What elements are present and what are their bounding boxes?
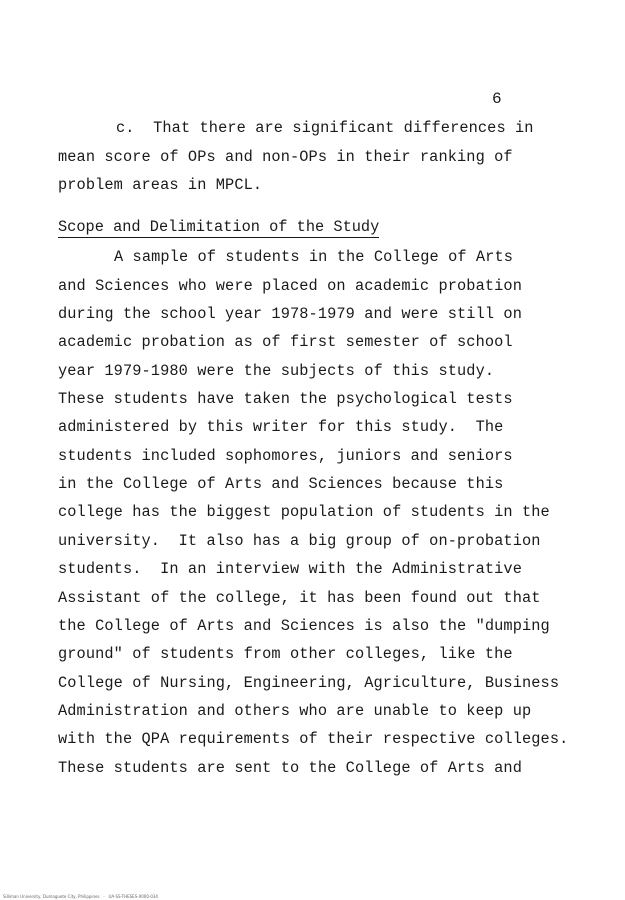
body-line-17: Administration and others who are unable to keep up bbox=[58, 702, 532, 720]
body-line-12: students. In an interview with the Administrative bbox=[58, 560, 522, 578]
body-line-3: during the school year 1978-1979 and were still on bbox=[58, 305, 522, 323]
body-line-1: A sample of students in the College of Arts bbox=[114, 248, 514, 266]
body-line-13: Assistant of the college, it has been found out that bbox=[58, 589, 541, 607]
body-line-6: These students have taken the psychological tests bbox=[58, 390, 513, 408]
body-line-19: These students are sent to the College of Arts and bbox=[58, 759, 522, 777]
body-line-11: university. It also has a big group of on-probation bbox=[58, 532, 541, 550]
page-number: 6 bbox=[492, 90, 502, 108]
section-heading: Scope and Delimitation of the Study bbox=[58, 218, 380, 236]
body-line-8: students included sophomores, juniors and seniors bbox=[58, 447, 513, 465]
item-c-line-1: c. That there are significant differences in bbox=[116, 119, 534, 137]
body-line-10: college has the biggest population of students in the bbox=[58, 503, 550, 521]
body-line-9: in the College of Arts and Sciences because this bbox=[58, 475, 504, 493]
item-c-line-2: mean score of OPs and non-OPs in their ranking of bbox=[58, 148, 513, 166]
body-line-4: academic probation as of first semester of school bbox=[58, 333, 513, 351]
body-line-7: administered by this writer for this study. The bbox=[58, 418, 504, 436]
archive-footer: Silliman University, Dumaguete City, Philippines · UA-SS-THESES-0000-034 bbox=[3, 894, 158, 899]
body-line-18: with the QPA requirements of their respective colleges. bbox=[58, 730, 569, 748]
item-c-line-3: problem areas in MPCL. bbox=[58, 176, 263, 194]
body-line-16: College of Nursing, Engineering, Agriculture, Business bbox=[58, 674, 560, 692]
body-line-14: the College of Arts and Sciences is also the "dumping bbox=[58, 617, 550, 635]
body-line-2: and Sciences who were placed on academic probation bbox=[58, 277, 522, 295]
body-line-15: ground" of students from other colleges, like the bbox=[58, 645, 513, 663]
body-line-5: year 1979-1980 were the subjects of this study. bbox=[58, 362, 495, 380]
